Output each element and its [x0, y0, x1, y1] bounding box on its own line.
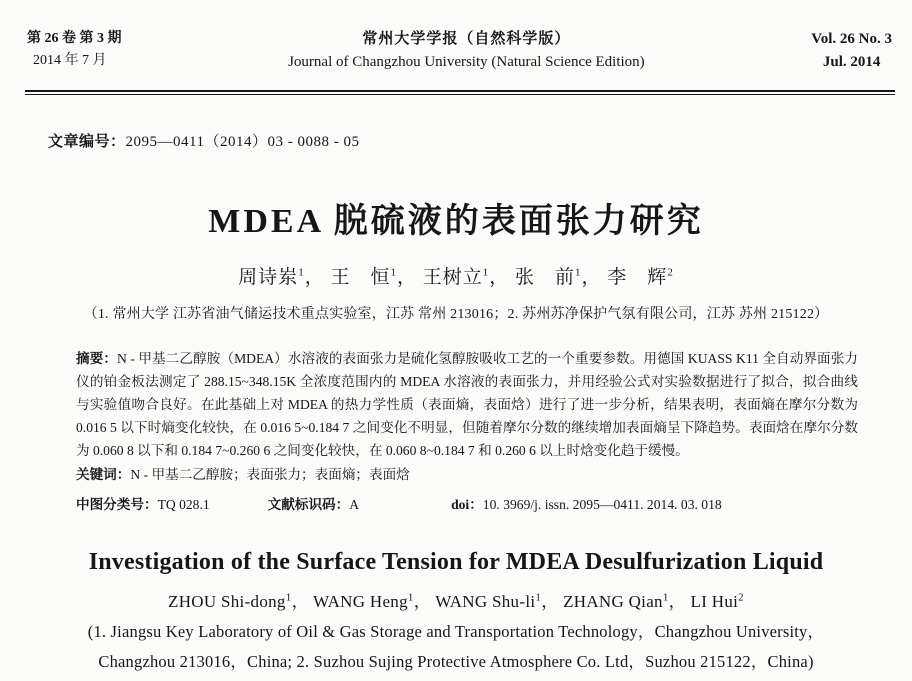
author-en: WANG Shu-$li^1$， [435, 591, 559, 611]
abstract-text: N - 甲基二乙醇胺（MDEA）水溶液的表面张力是硫化氢醇胺吸收工艺的一个重要参数。用德国 KUASS K11 全自动界面张力仪的铂金板法测定了 288.15~348.15K 全浓度范围内的 MDEA 水溶液的表面张力，并用经验公式对实验数据进行了拟合，拟合曲线与实验值吻合良好。在此基础上对 MDEA 的热力学性质（表面熵，表面焓）进行了进一步分析，结果表明，表面熵在摩尔分数为 0.016 5 以下时熵变化较快，在 0.016 5~0.184 7 之间变化不明显，但随着摩尔分数的继续增加表面熵呈下降趋势。表面焓在摩尔分数为 0.060 8 以下和 0.184 7~0.260 6 之间变化较快，在 0.060 8~0.184 7 和 0.260 6 以上时焓变化趋于缓慢。 [76, 351, 858, 459]
author-separator: ， [541, 592, 559, 611]
masthead-volume-en-block [811, 28, 892, 73]
keywords-line [76, 463, 858, 486]
author-affiliation-sup: 1 [482, 266, 490, 279]
author-separator: ， [489, 267, 510, 288]
author-separator: ， [304, 267, 325, 288]
paper-title-en: Investigation of the Surface Tension for MDEA Desulfurization Liquid [88, 549, 824, 575]
author-affiliation-sup: 1 [390, 266, 397, 279]
author-zh: 李 辉$^2$ [607, 266, 674, 288]
author-en: ZHOU Shi-dong$^1$， [168, 591, 309, 611]
volume-issue-en: Vol. 26 No. 3 [811, 31, 892, 47]
volume-issue-zh: 第 26 卷 第 3 期 [27, 31, 122, 46]
author-zh: 王树立$^1$， [422, 266, 510, 288]
journal-masthead [27, 28, 892, 73]
author-en: WANG Heng$^1$， [313, 591, 432, 611]
abstract-block [76, 347, 858, 516]
journal-name-zh: 常州大学学报（自然科学版） [362, 31, 571, 47]
article-id-label: 文章编号： [48, 133, 126, 150]
doc-code-segment [268, 493, 359, 516]
paper-title-zh: MDEA 脱硫液的表面张力研究 [208, 202, 704, 240]
clc-segment [76, 493, 210, 516]
author-affiliation-sup: 1 [662, 591, 669, 604]
masthead-volume-block [27, 28, 122, 71]
journal-name-block [122, 28, 812, 73]
masthead-double-rule [25, 90, 895, 95]
english-section [0, 549, 912, 676]
author-affiliation-sup: 1 [298, 266, 305, 279]
doi-segment [451, 493, 722, 516]
date-en: Jul. 2014 [822, 53, 881, 70]
author-en: LI Hui$^2$ [690, 591, 744, 611]
authors-zh [0, 262, 912, 289]
affiliation-en-line1: (1. Jiangsu Key Laboratory of Oil & Gas Storage and Transportation Technology，Changzhou University， [87, 622, 825, 641]
author-affiliation-sup: 2 [667, 266, 674, 279]
author-zh: 张 前$^1$， [515, 266, 602, 288]
author-en: ZHANG Qian$^1$， [563, 591, 686, 611]
author-affiliation-sup: 2 [738, 591, 744, 604]
clc-label: 中图分类号： [76, 496, 158, 512]
author-zh: 周诗岽$^1$， [238, 266, 325, 288]
author-affiliation-sup: 1 [407, 591, 414, 604]
keywords-text: N - 甲基二乙醇胺；表面张力；表面熵；表面焓 [130, 466, 410, 482]
date-zh: 2014 年 7 月 [33, 52, 107, 68]
author-zh: 王 恒$^1$， [330, 266, 417, 288]
author-separator: ， [396, 267, 417, 288]
authors-en [0, 587, 912, 612]
doc-code-value: A [349, 496, 360, 512]
journal-name-en: Journal of Changzhou University (Natural Science Edition) [288, 53, 645, 70]
classification-line [76, 493, 858, 516]
affiliation-en [0, 617, 912, 676]
affiliation-en-line2: Changzhou 213016，China; 2. Suzhou Sujing Protective Atmosphere Co. Ltd，Suzhou 215122，China) [98, 651, 814, 671]
doi-value: 10. 3969/j. issn. 2095—0411. 2014. 03. 018 [482, 496, 722, 512]
affiliation-zh: （1. 常州大学 江苏省油气储运技术重点实验室，江苏 常州 213016；2. 苏州苏净保护气氛有限公司，江苏 苏州 215122） [83, 307, 829, 322]
article-id-line [48, 130, 359, 151]
author-affiliation-sup: 1 [285, 591, 292, 604]
doc-code-label: 文献标识码： [267, 496, 350, 512]
abstract-paragraph [76, 347, 858, 463]
article-id-value: 2095—0411（2014）03 - 0088 - 05 [125, 134, 360, 150]
author-affiliation-sup: 1 [535, 591, 542, 604]
author-affiliation-sup: 1 [575, 266, 582, 279]
abstract-label: 摘要： [76, 351, 118, 366]
author-separator: ， [668, 592, 686, 611]
author-separator: ， [413, 592, 432, 611]
doi-label: doi： [451, 496, 483, 512]
clc-value: TQ 028.1 [157, 496, 210, 512]
keywords-label: 关键词： [76, 466, 131, 482]
author-separator: ， [291, 592, 309, 611]
author-separator: ， [581, 267, 602, 288]
